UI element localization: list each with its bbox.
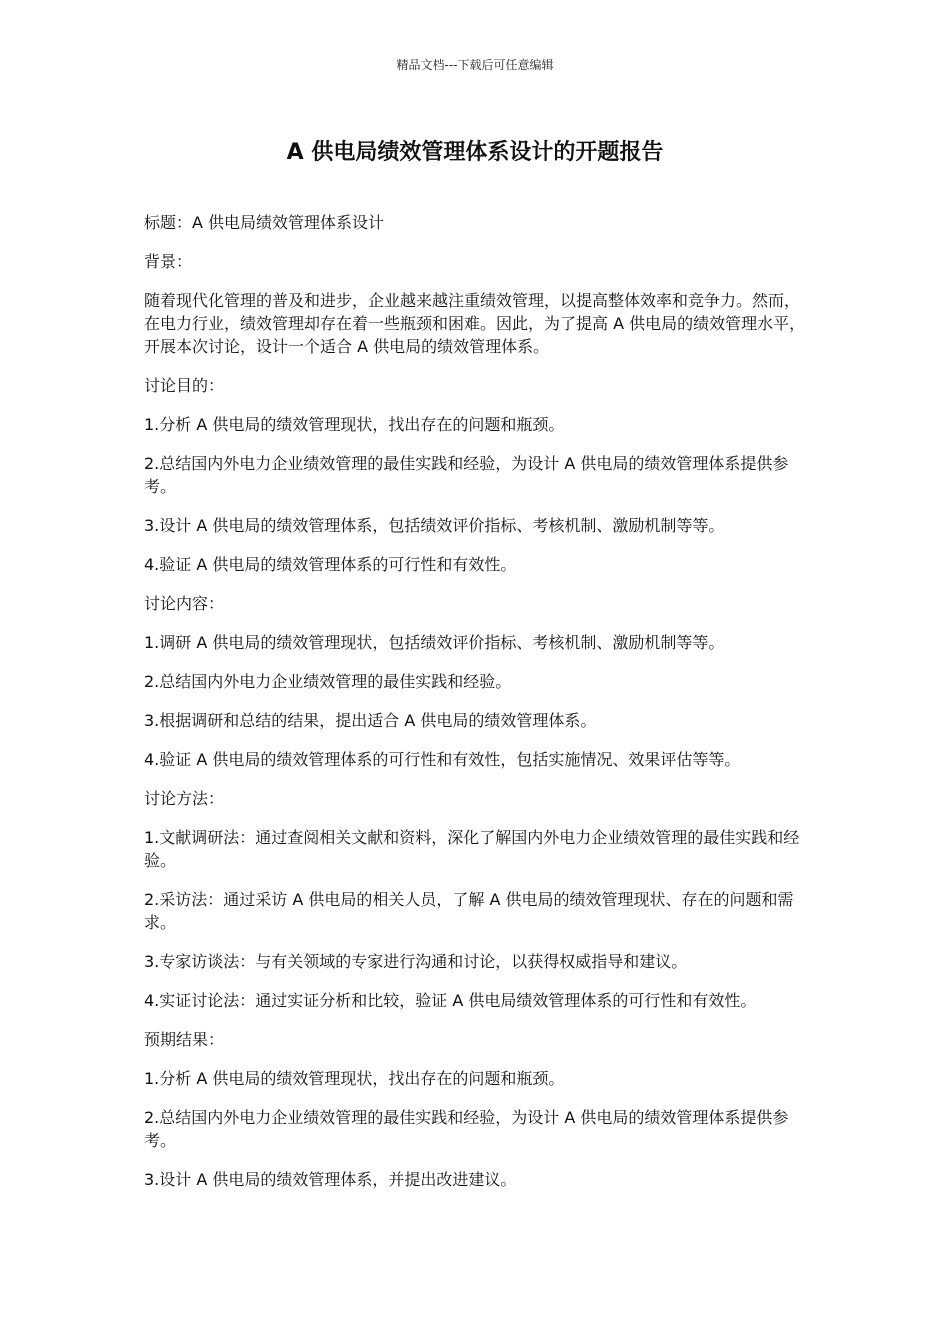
- method-item: 4.实证讨论法：通过实证分析和比较，验证 A 供电局绩效管理体系的可行性和有效性。: [144, 991, 757, 1010]
- objective-item: 4.验证 A 供电局的绩效管理体系的可行性和有效性。: [144, 555, 517, 574]
- method-item: 2.采访法：通过采访 A 供电局的相关人员，了解 A 供电局的绩效管理现状、存在的问题和需求。: [144, 890, 794, 932]
- objectives-heading: 讨论目的：: [144, 376, 225, 395]
- results-heading: 预期结果：: [144, 1030, 225, 1049]
- header-watermark: 精品文档---下载后可任意编辑: [396, 58, 554, 72]
- document-body: [144, 211, 809, 1207]
- content-item: 4.验证 A 供电局的绩效管理体系的可行性和有效性，包括实施情况、效果评估等等。: [144, 750, 741, 769]
- objective-item: 3.设计 A 供电局的绩效管理体系，包括绩效评价指标、考核机制、激励机制等等。: [144, 516, 725, 535]
- methods-heading: 讨论方法：: [144, 789, 225, 808]
- content-item: 1.调研 A 供电局的绩效管理现状，包括绩效评价指标、考核机制、激励机制等等。: [144, 633, 725, 652]
- background-heading: 背景：: [144, 252, 193, 271]
- subject-line: 标题：A 供电局绩效管理体系设计: [144, 213, 385, 232]
- contents-heading: 讨论内容：: [144, 594, 225, 613]
- objective-item: 1.分析 A 供电局的绩效管理现状，找出存在的问题和瓶颈。: [144, 415, 565, 434]
- document-title: A 供电局绩效管理体系设计的开题报告: [286, 140, 664, 165]
- result-item: 3.设计 A 供电局的绩效管理体系，并提出改进建议。: [144, 1170, 517, 1189]
- result-item: 1.分析 A 供电局的绩效管理现状，找出存在的问题和瓶颈。: [144, 1069, 565, 1088]
- method-item: 1.文献调研法：通过查阅相关文献和资料，深化了解国内外电力企业绩效管理的最佳实践和经验。: [144, 828, 800, 870]
- background-paragraph: 随着现代化管理的普及和进步，企业越来越注重绩效管理，以提高整体效率和竞争力。然而，在电力行业，绩效管理却存在着一些瓶颈和困难。因此，为了提高 A 供电局的绩效管理水平，开展本次讨论，设计一个适合 A 供电局的绩效管理体系。: [144, 291, 806, 356]
- content-item: 3.根据调研和总结的结果，提出适合 A 供电局的绩效管理体系。: [144, 711, 597, 730]
- method-item: 3.专家访谈法：与有关领域的专家进行沟通和讨论，以获得权威指导和建议。: [144, 952, 688, 971]
- result-item: 2.总结国内外电力企业绩效管理的最佳实践和经验，为设计 A 供电局的绩效管理体系提供参考。: [144, 1108, 789, 1150]
- content-item: 2.总结国内外电力企业绩效管理的最佳实践和经验。: [144, 672, 512, 691]
- objective-item: 2.总结国内外电力企业绩效管理的最佳实践和经验，为设计 A 供电局的绩效管理体系提供参考。: [144, 454, 789, 496]
